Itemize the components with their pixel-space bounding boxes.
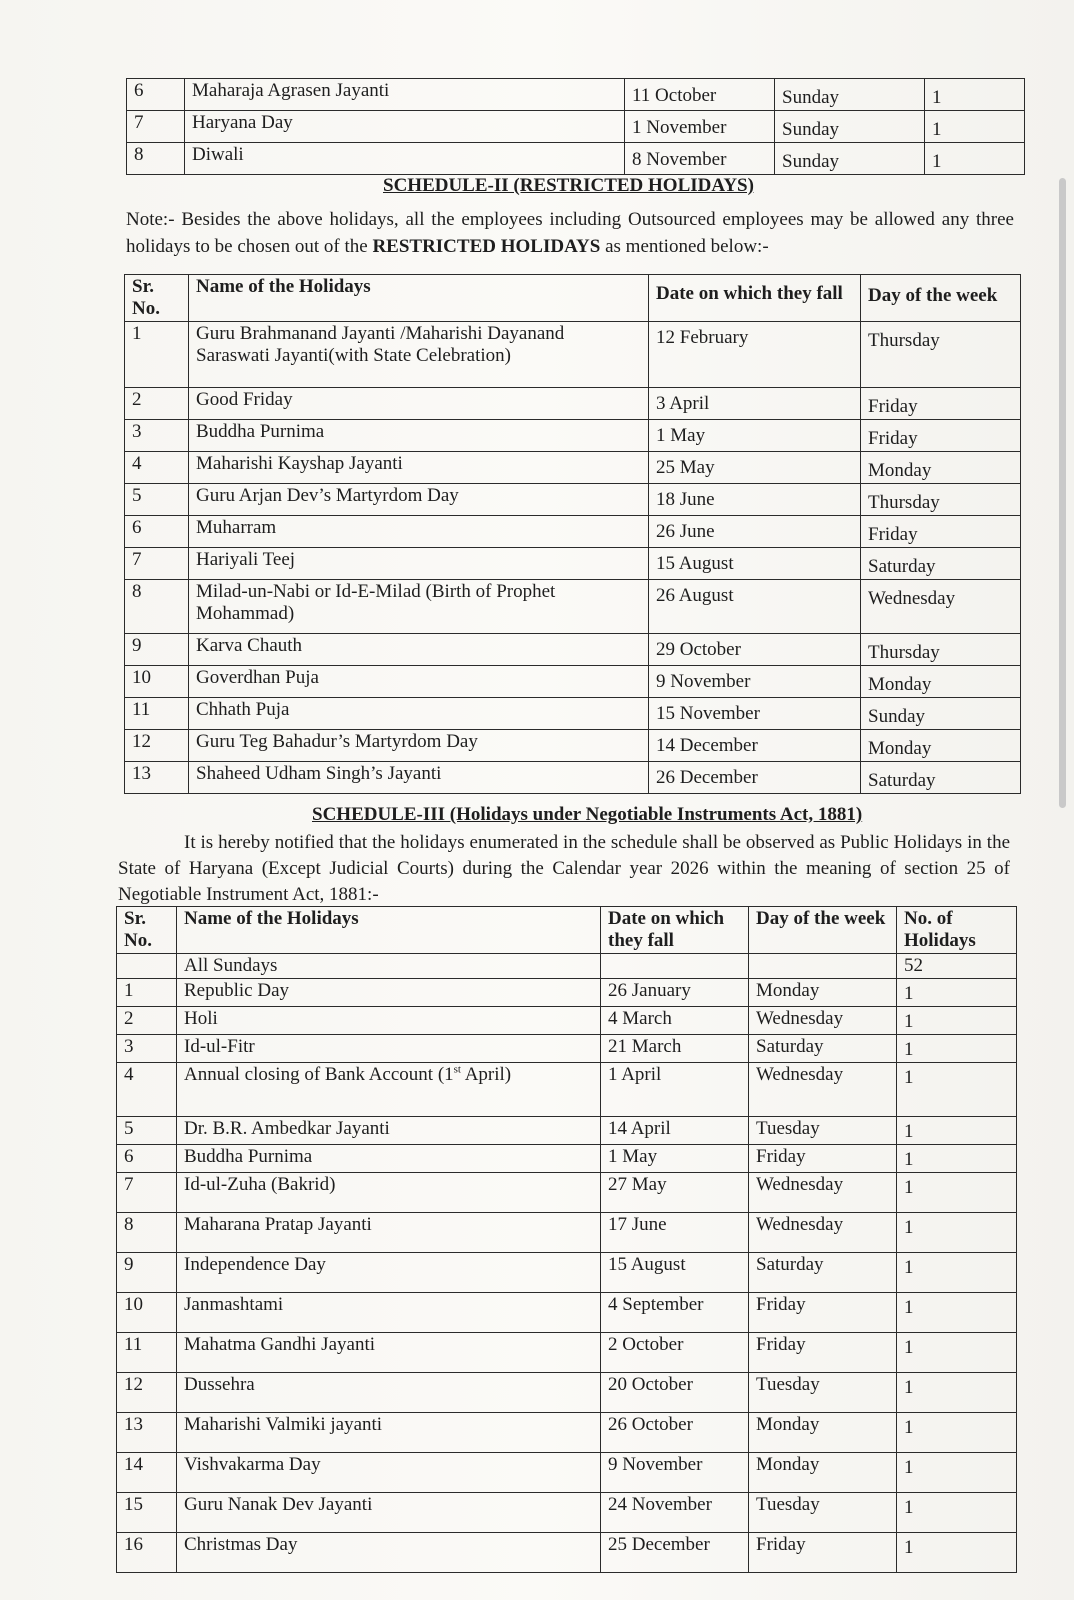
cell-name (177, 1413, 601, 1453)
header-name: Name of the Holidays (189, 275, 649, 322)
cell-day (749, 954, 897, 979)
table-row (125, 322, 1021, 388)
cell-day: Friday (749, 1533, 897, 1573)
cell-name-text: Annual closing of Bank Account (1 (184, 1064, 454, 1085)
cell-day: Tuesday (749, 1493, 897, 1533)
cell-name-text: Mahatma Gandhi Jayanti (184, 1334, 376, 1355)
table-row (125, 420, 1021, 452)
cell-date: 26 August (649, 580, 861, 634)
cell-sr: 6 (125, 516, 189, 548)
cell-date: 4 September (601, 1293, 749, 1333)
cell-sr: 4 (125, 452, 189, 484)
table-row (125, 634, 1021, 666)
table-row (117, 1253, 1017, 1293)
cell-date: 12 February (649, 322, 861, 388)
cell-sr: 5 (125, 484, 189, 516)
cell-count: 1 (897, 1145, 1017, 1173)
cell-sr: 16 (117, 1533, 177, 1573)
cell-date: 25 December (601, 1533, 749, 1573)
cell-day: Monday (749, 979, 897, 1007)
cell-sr: 2 (117, 1007, 177, 1035)
cell-name-text: Buddha Purnima (184, 1146, 313, 1167)
cell-count: 1 (897, 1533, 1017, 1573)
cell-sr: 4 (117, 1063, 177, 1117)
header-sr: Sr. No. (125, 275, 189, 322)
cell-name-text: Id-ul-Fitr (184, 1036, 255, 1057)
cell-sr: 12 (125, 730, 189, 762)
table-row (117, 1413, 1017, 1453)
cell-day: Saturday (861, 548, 1021, 580)
cell-date: 9 November (601, 1453, 749, 1493)
cell-day: Tuesday (749, 1373, 897, 1413)
header-count: No. of Holidays (897, 907, 1017, 954)
cell-count: 1 (897, 1117, 1017, 1145)
cell-name (177, 1063, 601, 1117)
cell-day: Thursday (861, 484, 1021, 516)
cell-sr: 6 (127, 79, 185, 111)
cell-date: 9 November (649, 666, 861, 698)
cell-name (177, 1007, 601, 1035)
cell-name: Haryana Day (185, 111, 625, 143)
cell-count: 1 (897, 1373, 1017, 1413)
cell-date: 15 August (649, 548, 861, 580)
cell-name: Shaheed Udham Singh’s Jayanti (189, 762, 649, 794)
cell-sr: 10 (117, 1293, 177, 1333)
cell-name (177, 1117, 601, 1145)
cell-count: 1 (925, 143, 1025, 175)
schedule-one-table (126, 78, 1025, 175)
cell-date: 15 November (649, 698, 861, 730)
cell-day: Wednesday (749, 1063, 897, 1117)
cell-date: 1 November (625, 111, 775, 143)
cell-name (177, 1373, 601, 1413)
cell-name: Diwali (185, 143, 625, 175)
cell-name (177, 1035, 601, 1063)
cell-day: Tuesday (749, 1117, 897, 1145)
cell-day: Sunday (775, 111, 925, 143)
cell-day: Saturday (861, 762, 1021, 794)
cell-sr: 8 (117, 1213, 177, 1253)
cell-name-text: Holi (184, 1008, 218, 1029)
cell-name: Karva Chauth (189, 634, 649, 666)
cell-name-text: Maharishi Valmiki jayanti (184, 1414, 383, 1435)
cell-count: 1 (897, 979, 1017, 1007)
cell-name: Hariyali Teej (189, 548, 649, 580)
cell-name-text: Guru Nanak Dev Jayanti (184, 1494, 373, 1515)
schedule-two-table (124, 274, 1021, 794)
cell-name-text: Independence Day (184, 1254, 326, 1275)
table-row (117, 1063, 1017, 1117)
cell-day: Monday (861, 666, 1021, 698)
cell-name (177, 1213, 601, 1253)
cell-date: 29 October (649, 634, 861, 666)
cell-name (177, 1493, 601, 1533)
header-sr: Sr. No. (117, 907, 177, 954)
cell-date: 25 May (649, 452, 861, 484)
table-row (127, 79, 1025, 111)
cell-name: Guru Teg Bahadur’s Martyrdom Day (189, 730, 649, 762)
cell-count: 1 (897, 1007, 1017, 1035)
cell-name-tail: April) (461, 1064, 512, 1085)
cell-count: 1 (897, 1413, 1017, 1453)
cell-name (177, 1145, 601, 1173)
cell-sr: 9 (125, 634, 189, 666)
cell-sr: 8 (127, 143, 185, 175)
table-row (117, 1533, 1017, 1573)
cell-sr: 3 (117, 1035, 177, 1063)
cell-name (177, 1453, 601, 1493)
table-row (127, 143, 1025, 175)
cell-count: 1 (897, 1213, 1017, 1253)
cell-count: 1 (897, 1063, 1017, 1117)
cell-sr: 6 (117, 1145, 177, 1173)
cell-sr (117, 954, 177, 979)
cell-count: 52 (897, 954, 1017, 979)
cell-sr: 1 (125, 322, 189, 388)
cell-count: 1 (897, 1293, 1017, 1333)
table-row (125, 484, 1021, 516)
header-date: Date on which they fall (601, 907, 749, 954)
cell-day: Monday (861, 730, 1021, 762)
cell-date: 1 May (649, 420, 861, 452)
cell-count: 1 (897, 1333, 1017, 1373)
schedule-two-body (125, 322, 1021, 794)
cell-date: 26 January (601, 979, 749, 1007)
cell-sr: 1 (117, 979, 177, 1007)
cell-name: Guru Arjan Dev’s Martyrdom Day (189, 484, 649, 516)
table-row (125, 452, 1021, 484)
cell-date: 20 October (601, 1373, 749, 1413)
cell-count: 1 (897, 1493, 1017, 1533)
cell-sr: 13 (117, 1413, 177, 1453)
cell-day: Sunday (861, 698, 1021, 730)
cell-date: 24 November (601, 1493, 749, 1533)
header-date: Date on which they fall (649, 275, 861, 322)
cell-sr: 7 (125, 548, 189, 580)
cell-count: 1 (897, 1035, 1017, 1063)
cell-date: 17 June (601, 1213, 749, 1253)
cell-day: Thursday (861, 322, 1021, 388)
cell-count: 1 (897, 1453, 1017, 1493)
cell-sr: 11 (125, 698, 189, 730)
cell-day: Friday (861, 388, 1021, 420)
cell-sr: 12 (117, 1373, 177, 1413)
cell-sr: 13 (125, 762, 189, 794)
all-sundays-row (117, 954, 1017, 979)
schedule-one-body (127, 79, 1025, 175)
cell-name-text: Id-ul-Zuha (Bakrid) (184, 1174, 336, 1195)
cell-day: Thursday (861, 634, 1021, 666)
cell-name-text: Christmas Day (184, 1534, 298, 1555)
table-row (117, 1007, 1017, 1035)
header-name: Name of the Holidays (177, 907, 601, 954)
table-row (125, 580, 1021, 634)
cell-day: Wednesday (861, 580, 1021, 634)
note-prefix: Note:- Besides the above holidays, all the employees including Outsourced employees may be allowed any three holidays to be chosen out of the (126, 209, 1014, 257)
table-row (117, 1213, 1017, 1253)
cell-sr: 5 (117, 1117, 177, 1145)
cell-name (177, 1173, 601, 1213)
cell-sr: 15 (117, 1493, 177, 1533)
cell-name-text: Vishvakarma Day (184, 1454, 321, 1475)
cell-date: 26 October (601, 1413, 749, 1453)
cell-day: Monday (861, 452, 1021, 484)
cell-date: 15 August (601, 1253, 749, 1293)
cell-name: Maharishi Kayshap Jayanti (189, 452, 649, 484)
cell-date: 18 June (649, 484, 861, 516)
table-row (117, 1493, 1017, 1533)
cell-day: Friday (749, 1333, 897, 1373)
table-row (117, 1333, 1017, 1373)
cell-date: 1 May (601, 1145, 749, 1173)
note-bold: RESTRICTED HOLIDAYS (372, 236, 601, 257)
cell-count: 1 (897, 1253, 1017, 1293)
table-row (117, 1373, 1017, 1413)
cell-name-text: Janmashtami (184, 1294, 284, 1315)
cell-name: Milad-un-Nabi or Id-E-Milad (Birth of Prophet Mohammad) (189, 580, 649, 634)
cell-name: Good Friday (189, 388, 649, 420)
cell-sr: 2 (125, 388, 189, 420)
cell-date: 21 March (601, 1035, 749, 1063)
cell-name-text: Republic Day (184, 980, 290, 1001)
schedule-two-note (126, 206, 1014, 260)
table-row (125, 388, 1021, 420)
header-day: Day of the week (749, 907, 897, 954)
cell-date: 8 November (625, 143, 775, 175)
cell-name (177, 979, 601, 1007)
cell-date: 3 April (649, 388, 861, 420)
schedule-three-table (116, 906, 1017, 1573)
cell-date: 1 April (601, 1063, 749, 1117)
cell-name (177, 1293, 601, 1333)
schedule-two-header-row (125, 275, 1021, 322)
table-row (117, 979, 1017, 1007)
table-row (125, 698, 1021, 730)
cell-sr: 10 (125, 666, 189, 698)
schedule-three-header-row (117, 907, 1017, 954)
table-row (117, 1173, 1017, 1213)
table-row (117, 1035, 1017, 1063)
cell-name: Buddha Purnima (189, 420, 649, 452)
scrollbar-thumb[interactable] (1059, 178, 1066, 808)
schedule-two-heading: SCHEDULE-II (RESTRICTED HOLIDAYS) (383, 175, 754, 196)
cell-name: Goverdhan Puja (189, 666, 649, 698)
cell-date: 2 October (601, 1333, 749, 1373)
table-row (117, 1453, 1017, 1493)
cell-sr: 3 (125, 420, 189, 452)
schedule-three-note-text: It is hereby notified that the holidays enumerated in the schedule shall be observed as Public Holidays in the State of Haryana (Except Judicial Courts) during the Calendar year 2026 within the meaning of section 25 of Negotiable Instrument Act, 1881:- (118, 832, 1010, 905)
cell-day: Sunday (775, 79, 925, 111)
cell-date: 26 December (649, 762, 861, 794)
cell-sr: 9 (117, 1253, 177, 1293)
cell-sr: 8 (125, 580, 189, 634)
note-suffix: as mentioned below:- (600, 236, 769, 257)
table-row (125, 516, 1021, 548)
cell-day: Wednesday (749, 1173, 897, 1213)
cell-date: 4 March (601, 1007, 749, 1035)
cell-name-text: Maharana Pratap Jayanti (184, 1214, 372, 1235)
cell-sr: 11 (117, 1333, 177, 1373)
cell-day: Saturday (749, 1035, 897, 1063)
cell-name-text: Dussehra (184, 1374, 255, 1395)
cell-name-text: Dr. B.R. Ambedkar Jayanti (184, 1118, 390, 1139)
cell-date (601, 954, 749, 979)
cell-date: 14 December (649, 730, 861, 762)
table-row (125, 666, 1021, 698)
table-row (127, 111, 1025, 143)
cell-count: 1 (925, 111, 1025, 143)
cell-day: Wednesday (749, 1007, 897, 1035)
cell-date: 11 October (625, 79, 775, 111)
table-row (125, 762, 1021, 794)
cell-day: Sunday (775, 143, 925, 175)
schedule-three-heading: SCHEDULE-III (Holidays under Negotiable Instruments Act, 1881) (312, 804, 863, 825)
cell-name: Muharram (189, 516, 649, 548)
cell-name: Chhath Puja (189, 698, 649, 730)
cell-name (177, 1533, 601, 1573)
cell-sr: 7 (117, 1173, 177, 1213)
cell-day: Friday (749, 1293, 897, 1333)
cell-name (177, 1333, 601, 1373)
cell-name: Guru Brahmanand Jayanti /Maharishi Dayanand Saraswati Jayanti(with State Celebration) (189, 322, 649, 388)
cell-name: Maharaja Agrasen Jayanti (185, 79, 625, 111)
cell-name (177, 1253, 601, 1293)
schedule-three-note (118, 830, 1010, 908)
table-row (117, 1117, 1017, 1145)
cell-name: All Sundays (177, 954, 601, 979)
cell-date: 26 June (649, 516, 861, 548)
cell-day: Friday (861, 420, 1021, 452)
cell-day: Wednesday (749, 1213, 897, 1253)
cell-sr: 7 (127, 111, 185, 143)
cell-sr: 14 (117, 1453, 177, 1493)
cell-day: Friday (749, 1145, 897, 1173)
header-day: Day of the week (861, 275, 1021, 322)
cell-day: Monday (749, 1453, 897, 1493)
table-row (117, 1145, 1017, 1173)
cell-name-sup: st (453, 1063, 461, 1076)
table-row (125, 730, 1021, 762)
table-row (125, 548, 1021, 580)
cell-day: Saturday (749, 1253, 897, 1293)
cell-day: Monday (749, 1413, 897, 1453)
schedule-three-body (117, 954, 1017, 1573)
cell-count: 1 (897, 1173, 1017, 1213)
cell-count: 1 (925, 79, 1025, 111)
table-row (117, 1293, 1017, 1333)
cell-day: Friday (861, 516, 1021, 548)
cell-date: 14 April (601, 1117, 749, 1145)
cell-date: 27 May (601, 1173, 749, 1213)
